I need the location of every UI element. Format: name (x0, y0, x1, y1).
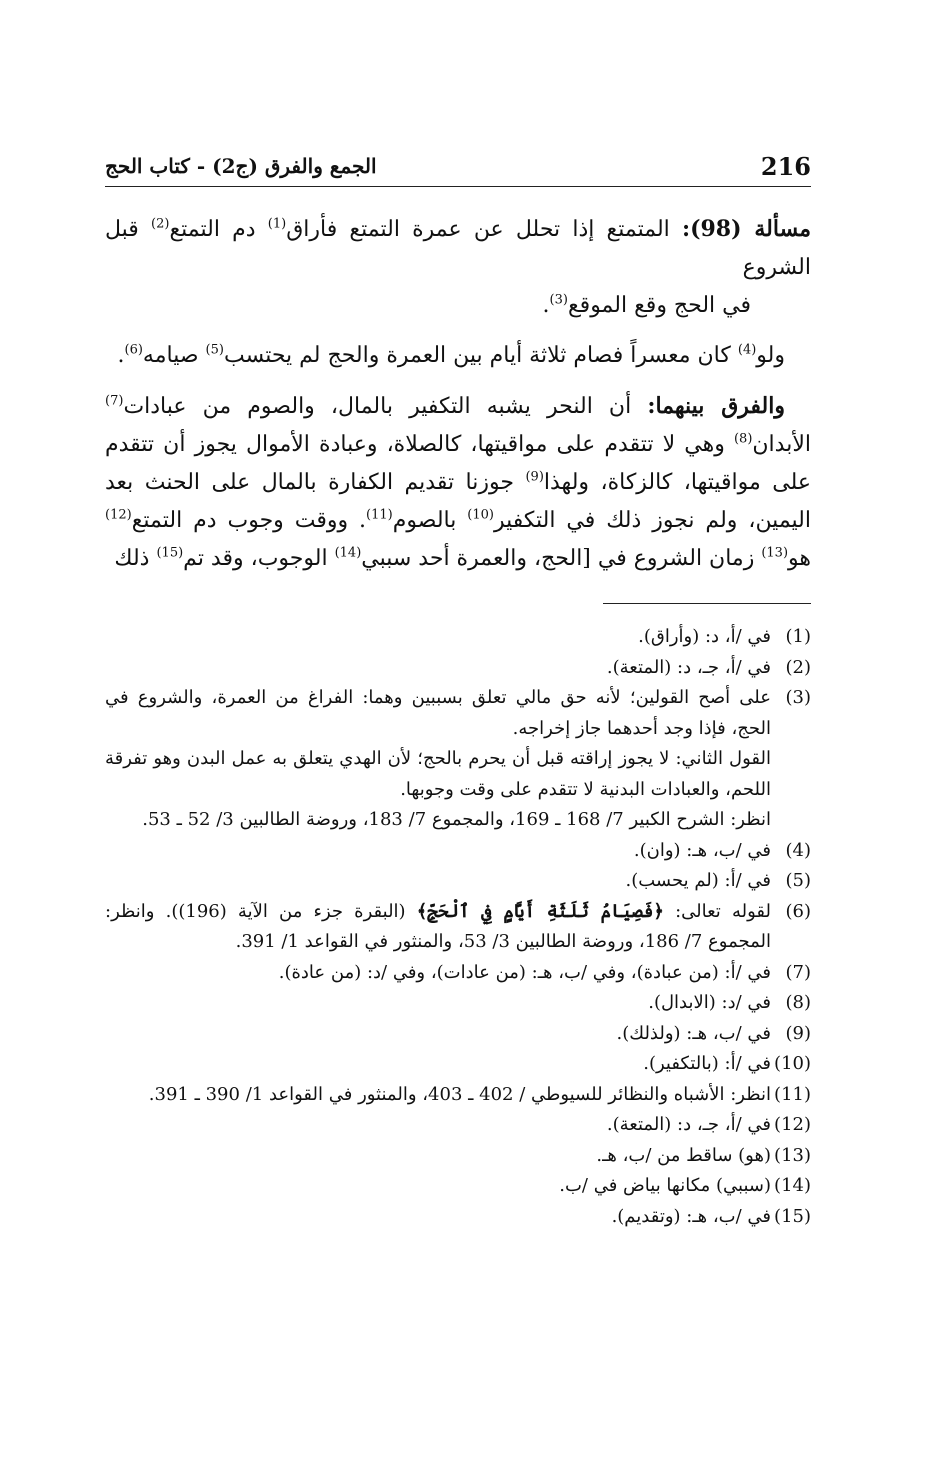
indented-line: في الحج وقع الموقع$^{(3)}$. (542, 292, 751, 318)
footnote-ref[interactable]: (11) (366, 507, 393, 523)
quran-verse: ﴿فَصِيَامُ ثَلَثَةِ أَيَّامٍ فِي ٱلْحَجِّ﴾ (416, 900, 664, 922)
footnote-ref[interactable]: (7) (105, 393, 124, 409)
footnote-10: (10) في /أ: (بالتكفير). (643, 1053, 811, 1074)
footnote-ref[interactable]: (12) (105, 507, 132, 523)
footnote-14: (14) (سببي) مكانها بياض في /ب. (559, 1175, 811, 1196)
footnote-ref[interactable]: (5) (205, 342, 224, 358)
footnote-11: (11) انظر: الأشباه والنظائر للسيوطي / 402 ـ 403، والمنثور في القواعد 1/ 390 ـ 391. (148, 1083, 811, 1105)
footnote-9: (9) في /ب، هـ: (ولذلك). (616, 1022, 811, 1044)
footnote-ref[interactable]: (14) (334, 545, 362, 561)
paragraph-issue-98: مسألة (98): المتمتع إذا تحلل عن عمرة التمتع فأراق$^{(1)}$ دم التمتع$^{(2)}$ قبل الشروع في الحج وقع الموقع$^{(3)}$. (105, 210, 811, 325)
footnote-ref[interactable]: (4) (737, 342, 757, 358)
footnote-ref[interactable]: (3) (549, 292, 568, 308)
issue-heading: مسألة (98): (681, 216, 811, 242)
footnote-ref[interactable]: (1) (267, 216, 287, 232)
footnote-2: (2) في /أ، جـ، د: (المتعة). (606, 656, 811, 678)
footnote-ref[interactable]: (15) (156, 545, 184, 561)
running-title: الجمع والفرق (ج2) - كتاب الحج (105, 154, 377, 178)
main-text (105, 210, 811, 590)
footnote-ref[interactable]: (6) (124, 342, 143, 358)
footnote-5: (5) في /أ: (لم يحسب). (625, 870, 811, 891)
footnote-ref[interactable]: (13) (761, 545, 789, 561)
page-number: 216 (760, 152, 811, 181)
footnote-ref[interactable]: (9) (525, 469, 544, 485)
footnote-separator (603, 603, 811, 604)
footnote-7: (7) في /أ: (من عبادة)، وفي /ب، هـ: (من عادات)، وفي /د: (من عادة). (278, 961, 811, 983)
footnote-ref[interactable]: (2) (151, 216, 170, 232)
page-header (105, 150, 811, 187)
footnote-8: (8) في /د: (الابدال). (648, 992, 811, 1013)
footnote-15: (15) في /ب، هـ: (وتقديم). (611, 1205, 811, 1227)
footnote-13: (13) (هو) ساقط من /ب، هـ. (596, 1144, 811, 1166)
footnote-3: (3) على أصح القولين؛ لأنه حق مالي تعلق بسببين وهما: الفراغ من العمرة، والشروع في الحج، فإذا وجد أحدهما جاز إخراجه. القول الثاني: لا يجوز إراقته قبل أن يحرم بالحج؛ لأن الهدي يتعلق به عمل البدن وهو تفرقة اللحم، والعبادات البدنية لا تتقدم على وقت وجوبها. انظر: الشرح الكبير 7/ 168 ـ 169، والمجموع 7/ 183، وروضة الطالبين 3/ 52 ـ 53. (105, 687, 811, 830)
paragraph-insolvent: ولو$^{(4)}$ كان معسراً فصام ثلاثة أيام بين العمرة والحج لم يحتسب$^{(5)}$ صيامه$^{(6)}$. (117, 342, 785, 368)
difference-heading: والفرق بينهما: (647, 393, 785, 419)
footnotes (105, 622, 811, 1232)
footnote-4: (4) في /ب، هـ: (وان). (633, 839, 811, 861)
footnote-6: (6) لقوله تعالى: ﴿فَصِيَامُ ثَلَثَةِ أَيَّامٍ فِي ٱلْحَجِّ﴾ (البقرة جزء من الآية (196)). وانظر: المجموع 7/ 186، وروضة الطالبين 3/ 53، والمنثور في القواعد 1/ 391. (105, 900, 811, 952)
paragraph-difference: والفرق بينهما: أن النحر يشبه التكفير بالمال، والصوم من عبادات$^{(7)}$ الأبدان$^{(8)}$ وهي لا تتقدم على مواقيتها، كالصلاة، وعبادة الأموال يجوز أن تتقدم على مواقيتها، كالزكاة، ولهذا$^{(9)}$ جوزنا تقديم الكفارة بالمال على الحنث بعد اليمين، ولم نجوز ذلك في التكفير$^{(10)}$ بالصوم$^{(11)}$. ووقت وجوب دم التمتع$^{(12)}$ هو$^{(13)}$ زمان الشروع في [الحج، والعمرة أحد سببي$^{(14)}$ الوجوب، وقد تم$^{(15)}$ ذلك (105, 393, 811, 571)
footnote-ref[interactable]: (8) (733, 431, 753, 447)
footnote-ref[interactable]: (10) (467, 507, 494, 523)
footnote-12: (12) في /أ، جـ، د: (المتعة). (606, 1114, 811, 1135)
footnote-1: (1) في /أ، د: (وأراق). (638, 626, 811, 647)
